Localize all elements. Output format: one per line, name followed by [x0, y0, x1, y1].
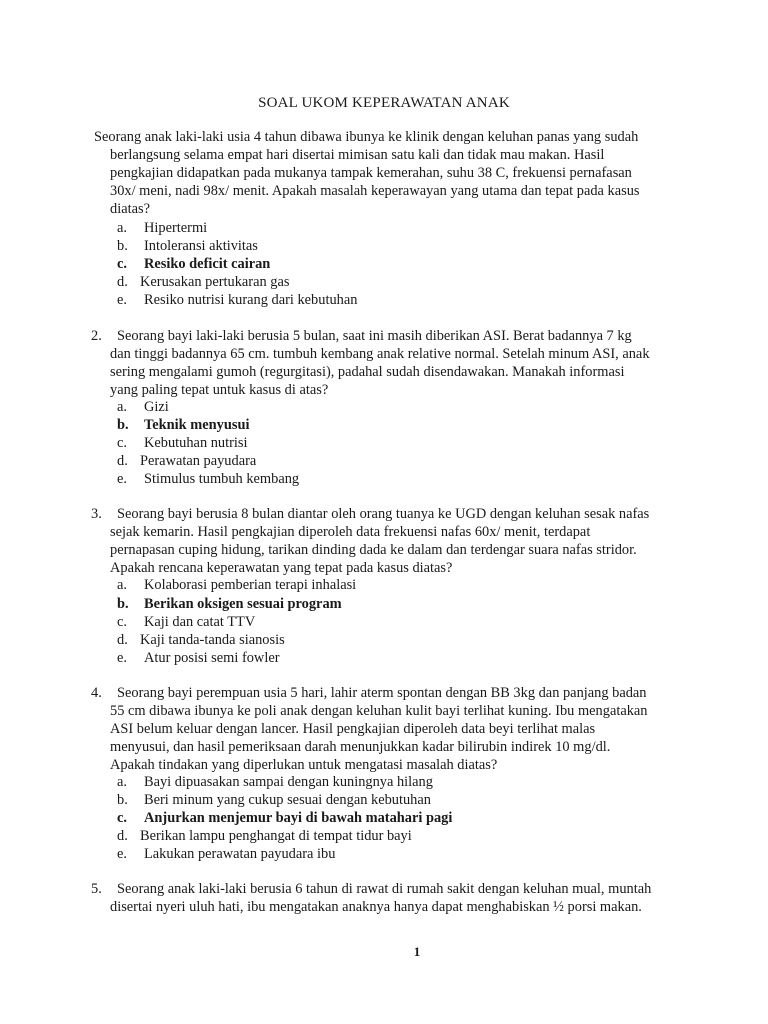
document-title: SOAL UKOM KEPERAWATAN ANAK: [258, 95, 510, 111]
question-number: 5.: [91, 881, 102, 897]
option-letter: c.: [117, 256, 127, 272]
option-text: Kebutuhan nutrisi: [144, 435, 248, 451]
option-text: Hipertermi: [144, 220, 208, 236]
question-2-line-4: yang paling tepat untuk kasus di atas?: [110, 382, 329, 398]
question-4-line-1: Seorang bayi perempuan usia 5 hari, lahir aterm spontan dengan BB 3kg dan panjang badan: [117, 685, 647, 701]
question-1-line-3: pengkajian didapatkan pada mukanya tampak kemerahan, suhu 38 C, frekuensi pernafasan: [110, 165, 632, 181]
question-number: 3.: [91, 506, 102, 522]
option-letter: e.: [117, 650, 127, 666]
option-letter: b.: [117, 238, 128, 254]
option-text: Kerusakan pertukaran gas: [140, 274, 290, 290]
question-5-line-1: Seorang anak laki-laki berusia 6 tahun di rawat di rumah sakit dengan keluhan mual, muntah: [117, 881, 652, 897]
question-4-line-5: Apakah tindakan yang diperlukan untuk mengatasi masalah diatas?: [110, 757, 498, 773]
question-number: 4.: [91, 685, 102, 701]
option-letter: e.: [117, 292, 127, 308]
question-4-line-2: 55 cm dibawa ibunya ke poli anak dengan keluhan kulit bayi terlihat kuning. Ibu mengatakan: [110, 703, 648, 719]
option-text: Kaji tanda-tanda sianosis: [140, 632, 285, 648]
question-5-line-2: disertai nyeri uluh hati, ibu mengatakan anaknya hanya dapat menghabiskan ½ porsi makan.: [110, 899, 642, 915]
page-number: 1: [413, 944, 421, 959]
option-text: Kolaborasi pemberian terapi inhalasi: [144, 577, 357, 593]
question-1-line-5: diatas?: [110, 201, 150, 217]
option-text: Beri minum yang cukup sesuai dengan kebutuhan: [144, 792, 431, 808]
option-letter: b.: [117, 792, 128, 808]
option-text: Intoleransi aktivitas: [144, 238, 258, 254]
option-letter: a.: [117, 220, 127, 236]
option-letter: b.: [117, 417, 129, 433]
question-4-line-3: ASI belum keluar dengan lancer. Hasil pengkajian diperoleh data beyi terlihat malas: [110, 721, 596, 737]
option-letter: e.: [117, 846, 127, 862]
question-1-line-2: berlangsung selama empat hari disertai mimisan satu kali dan tidak mau makan. Hasil: [110, 147, 605, 163]
option-text: Teknik menyusui: [144, 417, 250, 433]
question-2-line-2: dan tinggi badannya 65 cm. tumbuh kembang anak relative normal. Setelah minum ASI, anak: [110, 346, 650, 362]
question-1-line-4: 30x/ meni, nadi 98x/ menit. Apakah masalah keperawayan yang utama dan tepat pada kasus: [110, 183, 640, 199]
option-text: Anjurkan menjemur bayi di bawah matahari pagi: [144, 810, 453, 826]
option-text: Stimulus tumbuh kembang: [144, 471, 300, 487]
question-1-line-1: Seorang anak laki-laki usia 4 tahun dibawa ibunya ke klinik dengan keluhan panas yang sudah: [94, 129, 639, 145]
option-text: Resiko deficit cairan: [144, 256, 271, 272]
option-letter: c.: [117, 435, 127, 451]
option-letter: b.: [117, 596, 129, 612]
question-3-line-4: Apakah rencana keperawatan yang tepat pada kasus diatas?: [110, 560, 453, 576]
option-text: Lakukan perawatan payudara ibu: [144, 846, 336, 862]
option-text: Gizi: [144, 399, 169, 415]
option-text: Atur posisi semi fowler: [144, 650, 280, 666]
question-2-line-3: sering mengalami gumoh (regurgitasi), padahal sudah disendawakan. Manakah informasi: [110, 364, 625, 380]
question-number: 2.: [91, 328, 102, 344]
option-letter: e.: [117, 471, 127, 487]
question-4-line-4: menyusui, dan hasil pemeriksaan darah menunjukkan kadar bilirubin indirek 10 mg/dl.: [110, 739, 611, 755]
option-letter: c.: [117, 614, 127, 630]
option-letter: d.: [117, 453, 128, 469]
question-3-line-3: pernapasan cuping hidung, tarikan dinding dada ke dalam dan terdengar suara nafas stridor.: [110, 542, 637, 558]
option-letter: c.: [117, 810, 127, 826]
option-text: Bayi dipuasakan sampai dengan kuningnya hilang: [144, 774, 433, 790]
option-letter: a.: [117, 774, 127, 790]
option-text: Perawatan payudara: [140, 453, 257, 469]
option-letter: d.: [117, 632, 128, 648]
option-letter: d.: [117, 828, 128, 844]
question-2-line-1: Seorang bayi laki-laki berusia 5 bulan, saat ini masih diberikan ASI. Berat badannya 7 kg: [117, 328, 632, 344]
question-3-line-1: Seorang bayi berusia 8 bulan diantar oleh orang tuanya ke UGD dengan keluhan sesak nafas: [117, 506, 650, 522]
option-letter: d.: [117, 274, 128, 290]
option-letter: a.: [117, 399, 127, 415]
option-text: Berikan oksigen sesuai program: [144, 596, 342, 612]
option-text: Kaji dan catat TTV: [144, 614, 256, 630]
option-letter: a.: [117, 577, 127, 593]
option-text: Resiko nutrisi kurang dari kebutuhan: [144, 292, 358, 308]
option-text: Berikan lampu penghangat di tempat tidur bayi: [140, 828, 412, 844]
question-3-line-2: sejak kemarin. Hasil pengkajian diperoleh data frekuensi nafas 60x/ menit, terdapat: [110, 524, 591, 540]
